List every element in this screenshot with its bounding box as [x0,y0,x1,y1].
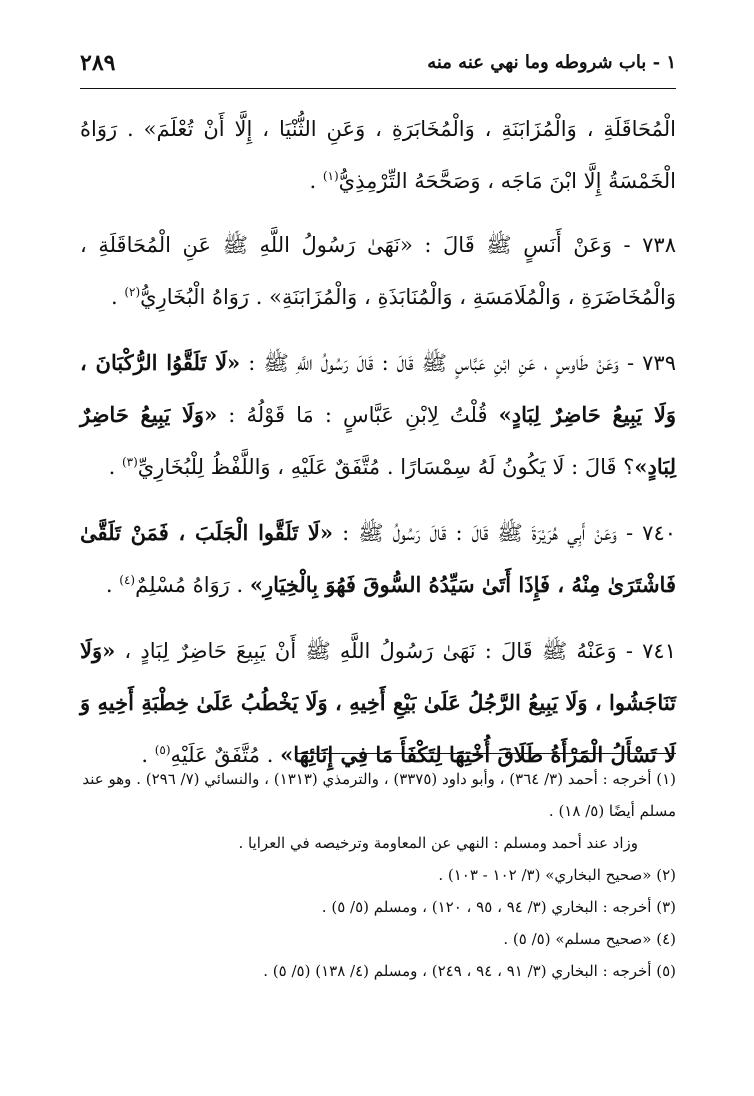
hadith-number: ٧٣٨ [642,233,676,257]
footnotes [80,763,676,987]
hadith-741: ٧٤١ - وَعَنْهُ ﷺ قَالَ : نَهَىٰ رَسُولُ اللَّهِ ﷺ أَنْ يَبِيعَ حَاضِرٌ لِبَادٍ ، «وَلَا تَنَاجَشُوا ، وَلَا يَبِيعُ الرَّجُلُ عَلَىٰ بَيْعِ أَخِيهِ ، وَلَا يَخْطُبُ عَلَىٰ خِطْبَةِ أَخِيهِ وَ لَا تَسْأَلُ الْمَرْأَةُ طَلَاقَ أُخْتِهَا لِتَكْفَأَ مَا فِي إِنَائِهَا» . مُتَّفَقٌ عَلَيْهِ$^{(٥)}$ . [80,638,676,767]
footnote-ref: (٢) [124,285,141,299]
footnote-ref: (١) [322,169,339,183]
hadith-739: ٧٣٩ - وَعَنْ طَاوسٍ ، عَنِ ابْنِ عَبَّاسٍ ﷺ قَالَ : قَالَ رَسُولُ اللَّهِ ﷺ : «لَا تَلَقَّوُا الرُّكْبَانَ ، وَلَا يَبِيعُ حَاضِرٌ لِبَادٍ» قُلْتُ لِابْنِ عَبَّاسٍ : مَا قَوْلُهُ : «وَلَا يَبِيعُ حَاضِرٌ لِبَادٍ»؟ قَالَ : لَا يَكُونُ لَهُ سِمْسَارًا . مُتَّفَقٌ عَلَيْهِ ، وَاللَّفْظُ لِلْبُخَارِيِّ$^{(٣)}$ . [80,350,676,479]
main-text [80,103,676,795]
header-divider [80,88,676,89]
prophetic-quote: «وَلَا تَنَاجَشُوا ، وَلَا يَبِيعُ الرَّجُلُ عَلَىٰ بَيْعِ أَخِيهِ ، وَلَا يَخْطُبُ عَلَىٰ خِطْبَةِ أَخِيهِ وَ لَا تَسْأَلُ الْمَرْأَةُ طَلَاقَ أُخْتِهَا لِتَكْفَأَ مَا فِي إِنَائِهَا» [80,638,676,767]
footnote-4: (٤) «صحيح مسلم» (٥/ ٥) . [503,930,676,948]
footnote-ref: (٤) [119,573,136,587]
prophetic-quote: «لَا تَلَقَّوُا الرُّكْبَانَ ، وَلَا يَبِيعُ حَاضِرٌ لِبَادٍ» [80,350,676,427]
hadith-number: ٧٤٠ [642,521,677,545]
footnote-ref: (٥) [154,743,171,757]
hadith-number: ٧٣٩ [642,351,676,375]
prophetic-quote: «لَا تَلَقَّوا الْجَلَبَ ، فَمَنْ تَلَقَّىٰ فَاشْتَرَىٰ مِنْهُ ، فَإِذَا أَتَىٰ سَيِّدُهُ السُّوقَ فَهُوَ بِالْخِيَارِ» [80,520,676,597]
footnote-divider [296,753,676,754]
prophetic-quote: «وَلَا يَبِيعُ حَاضِرٌ لِبَادٍ» [80,402,676,479]
page-number: ٢٨٩ [80,50,116,76]
paragraph-continuation: الْمُحَاقَلَةِ ، وَالْمُزَابَنَةِ ، وَالْمُخَابَرَةِ ، وَعَنِ الثُّنْيَا ، إِلَّا أَنْ تُعْلَمَ» . رَوَاهُ الْخَمْسَةُ إِلَّا ابْنَ مَاجَه ، وَصَحَّحَهُ التِّرْمِذِيُّ$^{(١)}$ . [80,117,676,193]
footnote-1: (١) أخرجه : أحمد (٣/ ٣٦٤) ، وأبو داود (٣٣٧٥) ، والترمذي (١٣١٣) ، والنسائي (٧/ ٢٩٦) . وهو عند مسلم أيضًا (٥/ ١٨) . [82,770,676,820]
footnote-1-note: وزاد عند أحمد ومسلم : النهي عن المعاومة وترخيصه في العرايا . [238,834,638,852]
page-header [80,42,676,92]
hadith-740: ٧٤٠ - وَعَنْ أَبِي هُرَيْرَةَ ﷺ قَالَ : قَالَ رَسُولُ ﷺ : «لَا تَلَقَّوا الْجَلَبَ ، فَمَنْ تَلَقَّىٰ فَاشْتَرَىٰ مِنْهُ ، فَإِذَا أَتَىٰ سَيِّدُهُ السُّوقَ فَهُوَ بِالْخِيَارِ» . رَوَاهُ مُسْلِمٌ$^{(٤)}$ . [80,520,677,597]
footnote-2: (٢) «صحيح البخاري» (٣/ ١٠٢ - ١٠٣) . [438,866,676,884]
footnote-ref: (٣) [121,455,138,469]
hadith-number: ٧٤١ [642,639,676,663]
chapter-title: ١ - باب شروطه وما نهي عنه منه [427,52,676,73]
hadith-738: ٧٣٨ - وَعَنْ أَنَسٍ ﷺ قَالَ : «نَهَىٰ رَسُولُ اللَّهِ ﷺ عَنِ الْمُحَاقَلَةِ ، وَالْمُخَاضَرَةِ ، وَالْمُلَامَسَةِ ، وَالْمُنَابَذَةِ ، وَالْمُزَابَنَةِ» . رَوَاهُ الْبُخَارِيُّ$^{(٢)}$ . [80,233,676,309]
footnote-3: (٣) أخرجه : البخاري (٣/ ٩٤ ، ٩٥ ، ١٢٠) ، ومسلم (٥/ ٥) . [321,898,676,916]
footnote-5: (٥) أخرجه : البخاري (٣/ ٩١ ، ٩٤ ، ٢٤٩) ، ومسلم (٤/ ١٣٨) (٥/ ٥) . [263,962,676,980]
